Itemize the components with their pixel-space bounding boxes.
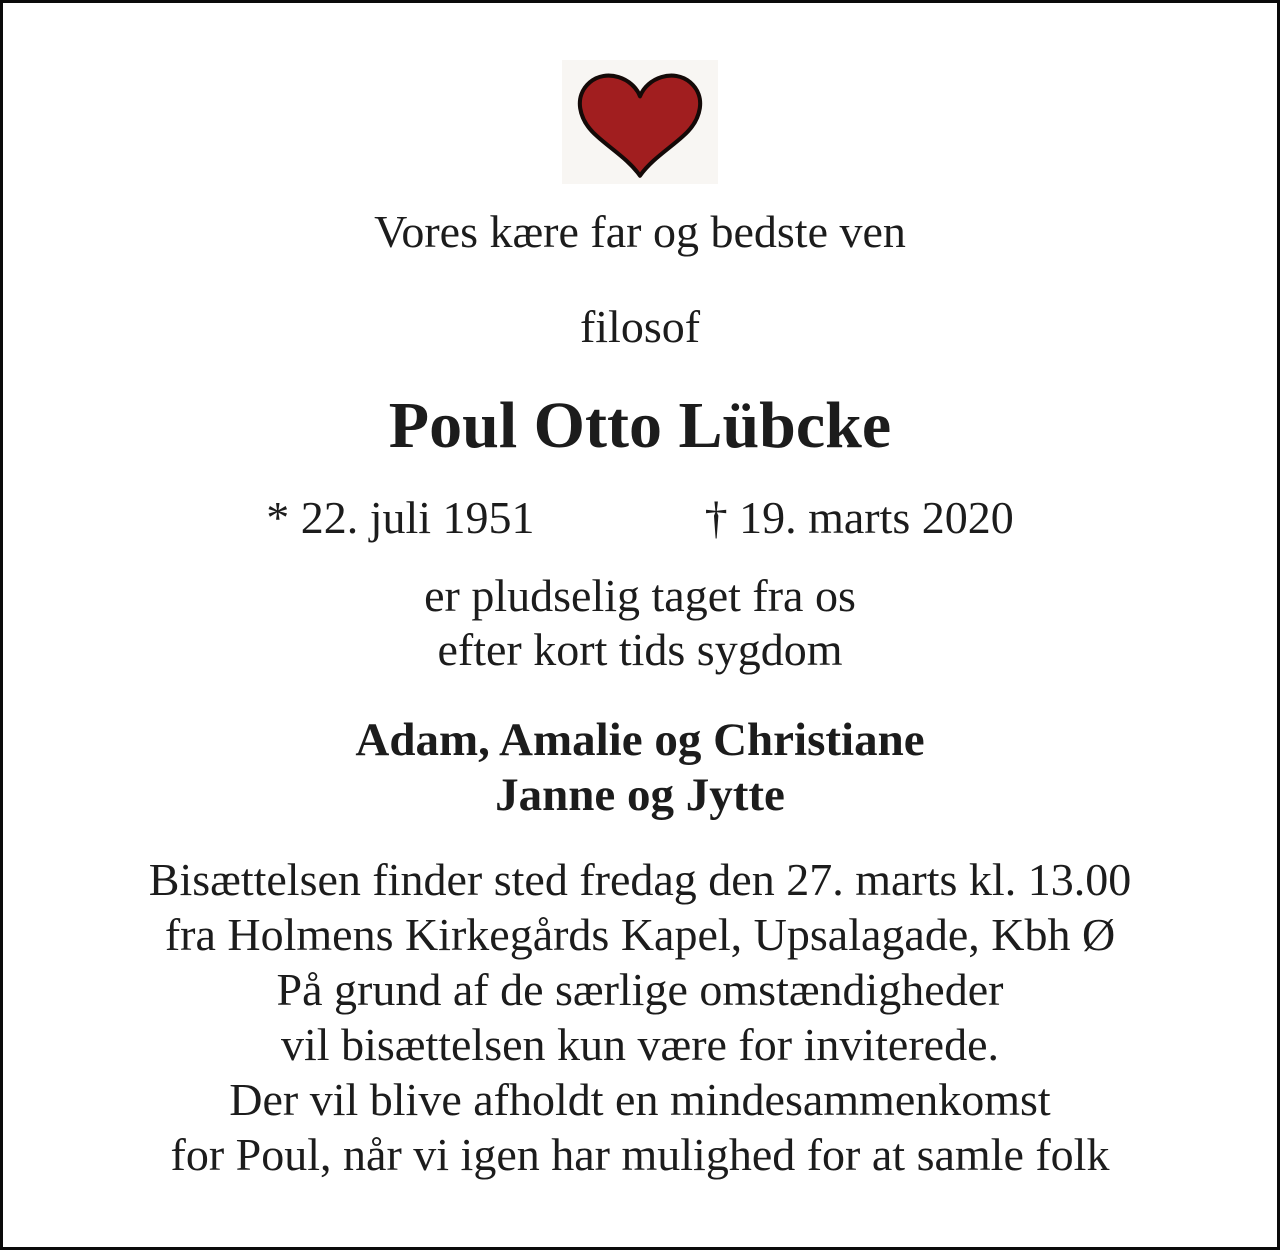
details-line: Bisættelsen finder sted fredag den 27. marts kl. 13.00 — [148, 854, 1132, 905]
heart-icon — [570, 66, 710, 178]
message-line: efter kort tids sygdom — [437, 624, 843, 675]
profession-line: filosof — [579, 301, 701, 352]
details-line: Der vil blive afholdt en mindesammenkomst — [229, 1074, 1051, 1125]
dates-row — [3, 491, 1277, 545]
funeral-details-block — [3, 852, 1277, 1182]
heart-panel — [562, 60, 718, 184]
relatives-line: Janne og Jytte — [495, 769, 785, 821]
details-line: for Poul, når vi igen har mulighed for at samle folk — [170, 1129, 1110, 1180]
message-block — [3, 569, 1277, 677]
death-date: † 19. marts 2020 — [704, 492, 1014, 543]
details-line: På grund af de særlige omstændigheder — [276, 964, 1004, 1015]
intro-line: Vores kære far og bedste ven — [374, 206, 906, 257]
deceased-name: Poul Otto Lübcke — [388, 389, 892, 462]
message-line: er pludselig taget fra os — [424, 570, 856, 621]
relatives-line: Adam, Amalie og Christiane — [355, 714, 925, 766]
birth-date: * 22. juli 1951 — [266, 492, 535, 543]
details-line: vil bisættelsen kun være for inviterede. — [281, 1019, 999, 1070]
relatives-block — [3, 713, 1277, 823]
details-line: fra Holmens Kirkegårds Kapel, Upsalagade, Kbh Ø — [164, 909, 1116, 960]
